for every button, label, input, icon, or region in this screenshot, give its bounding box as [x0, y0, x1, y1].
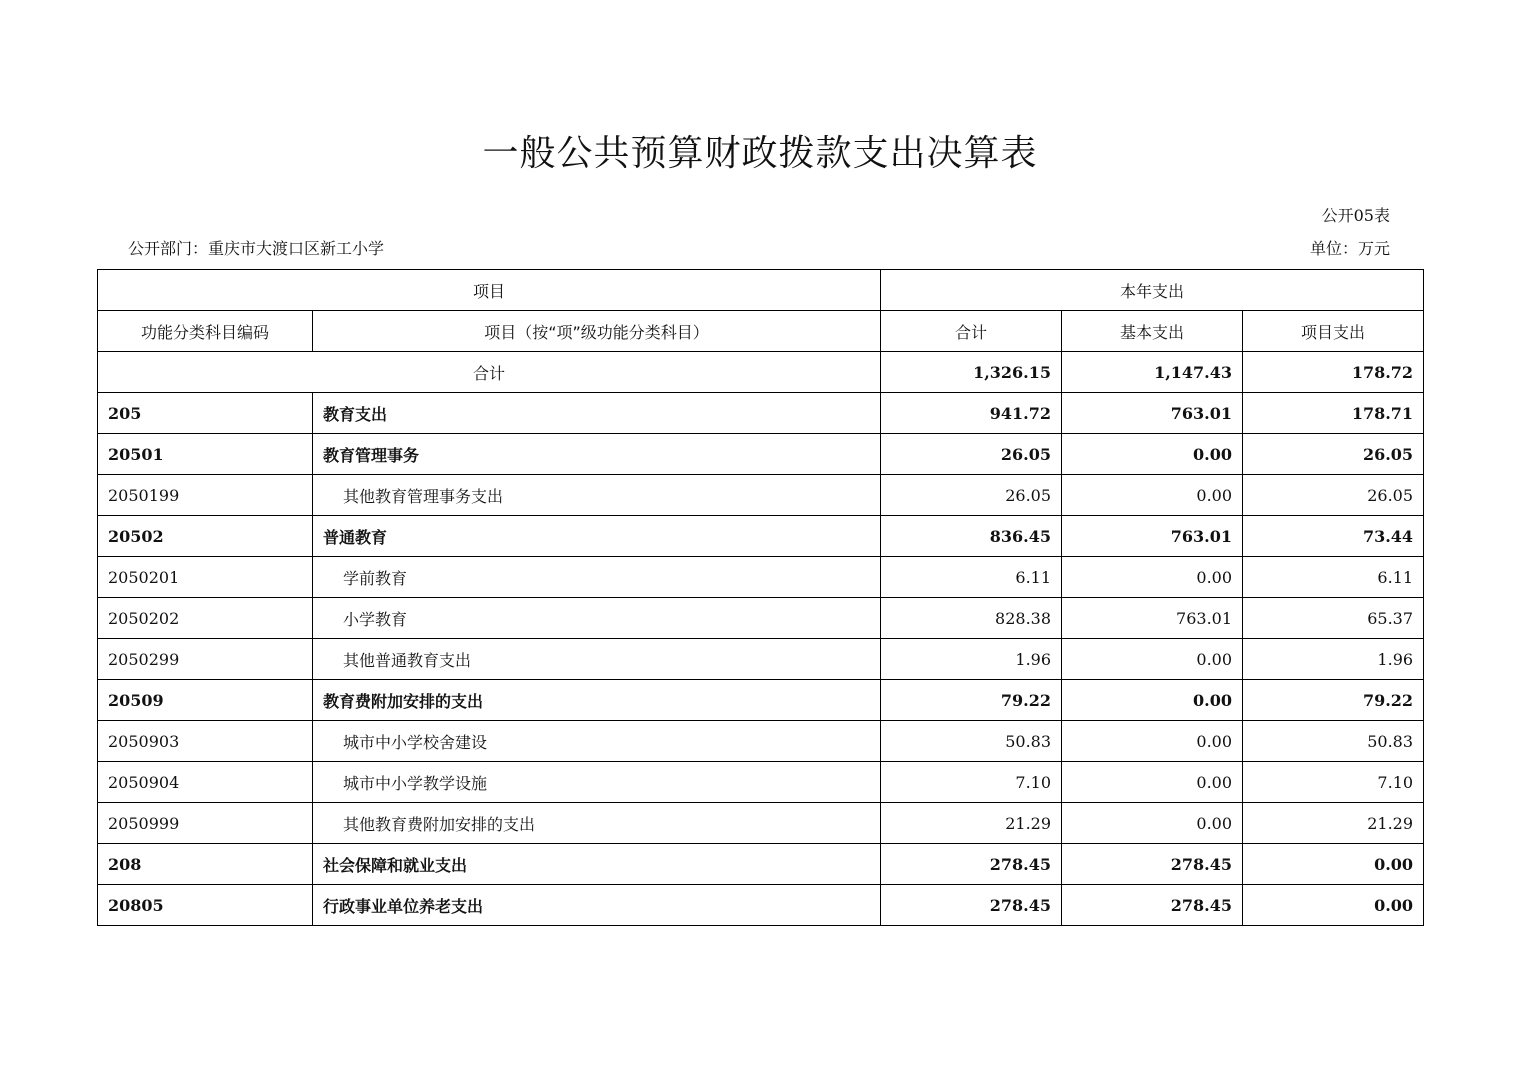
- row-project: 6.11: [1243, 557, 1424, 598]
- row-code: 205: [98, 393, 313, 434]
- row-name: 普通教育: [313, 516, 881, 557]
- table-row: [98, 680, 1424, 721]
- row-basic: 0.00: [1062, 721, 1243, 762]
- total-project: 178.72: [1243, 352, 1424, 393]
- table-row: [98, 885, 1424, 926]
- row-project: 0.00: [1243, 885, 1424, 926]
- table-row: [98, 434, 1424, 475]
- row-basic: 0.00: [1062, 434, 1243, 475]
- row-total: 836.45: [881, 516, 1062, 557]
- table-row: [98, 639, 1424, 680]
- budget-table: [97, 269, 1424, 926]
- row-basic: 0.00: [1062, 680, 1243, 721]
- header-expense-group: 本年支出: [881, 270, 1424, 311]
- row-project: 73.44: [1243, 516, 1424, 557]
- row-name: 学前教育: [313, 557, 881, 598]
- table-row: [98, 393, 1424, 434]
- row-basic: 0.00: [1062, 475, 1243, 516]
- table-row: [98, 762, 1424, 803]
- row-total: 828.38: [881, 598, 1062, 639]
- table-row: [98, 557, 1424, 598]
- row-total: 7.10: [881, 762, 1062, 803]
- row-basic: 763.01: [1062, 598, 1243, 639]
- total-label: 合计: [98, 352, 881, 393]
- row-project: 65.37: [1243, 598, 1424, 639]
- row-project: 7.10: [1243, 762, 1424, 803]
- row-name: 其他教育费附加安排的支出: [313, 803, 881, 844]
- header-total: 合计: [881, 311, 1062, 352]
- table-row: [98, 475, 1424, 516]
- unit-label: 单位：万元: [1309, 239, 1390, 258]
- row-total: 21.29: [881, 803, 1062, 844]
- row-total: 79.22: [881, 680, 1062, 721]
- row-code: 2050299: [98, 639, 313, 680]
- row-basic: 278.45: [1062, 885, 1243, 926]
- row-code: 20502: [98, 516, 313, 557]
- row-name: 小学教育: [313, 598, 881, 639]
- row-total: 278.45: [881, 885, 1062, 926]
- row-total: 941.72: [881, 393, 1062, 434]
- row-name: 城市中小学校舍建设: [313, 721, 881, 762]
- row-name: 其他普通教育支出: [313, 639, 881, 680]
- row-name: 教育管理事务: [313, 434, 881, 475]
- row-project: 26.05: [1243, 434, 1424, 475]
- table-row: [98, 844, 1424, 885]
- row-basic: 0.00: [1062, 803, 1243, 844]
- header-item-name: 项目（按“项”级功能分类科目）: [313, 311, 881, 352]
- total-row: [98, 352, 1424, 393]
- row-code: 2050201: [98, 557, 313, 598]
- row-name: 城市中小学教学设施: [313, 762, 881, 803]
- table-row: [98, 516, 1424, 557]
- row-total: 1.96: [881, 639, 1062, 680]
- header-row-columns: [98, 311, 1424, 352]
- department-label: 公开部门：重庆市大渡口区新工小学: [128, 239, 385, 258]
- row-project: 50.83: [1243, 721, 1424, 762]
- row-name: 其他教育管理事务支出: [313, 475, 881, 516]
- row-total: 6.11: [881, 557, 1062, 598]
- row-code: 20509: [98, 680, 313, 721]
- row-total: 26.05: [881, 434, 1062, 475]
- row-project: 26.05: [1243, 475, 1424, 516]
- header-project: 项目支出: [1243, 311, 1424, 352]
- table-row: [98, 721, 1424, 762]
- row-project: 178.71: [1243, 393, 1424, 434]
- row-code: 2050904: [98, 762, 313, 803]
- row-code: 208: [98, 844, 313, 885]
- total-basic: 1,147.43: [1062, 352, 1243, 393]
- row-name: 教育支出: [313, 393, 881, 434]
- row-basic: 0.00: [1062, 762, 1243, 803]
- row-basic: 278.45: [1062, 844, 1243, 885]
- row-name: 社会保障和就业支出: [313, 844, 881, 885]
- row-project: 21.29: [1243, 803, 1424, 844]
- header-item-group: 项目: [98, 270, 881, 311]
- row-code: 2050202: [98, 598, 313, 639]
- row-code: 2050903: [98, 721, 313, 762]
- row-total: 26.05: [881, 475, 1062, 516]
- row-basic: 763.01: [1062, 516, 1243, 557]
- header-code: 功能分类科目编码: [98, 311, 313, 352]
- total-sum: 1,326.15: [881, 352, 1062, 393]
- row-basic: 0.00: [1062, 639, 1243, 680]
- row-project: 79.22: [1243, 680, 1424, 721]
- row-basic: 763.01: [1062, 393, 1243, 434]
- row-code: 2050999: [98, 803, 313, 844]
- row-total: 278.45: [881, 844, 1062, 885]
- table-row: [98, 598, 1424, 639]
- row-project: 0.00: [1243, 844, 1424, 885]
- header-basic: 基本支出: [1062, 311, 1243, 352]
- row-name: 教育费附加安排的支出: [313, 680, 881, 721]
- row-code: 2050199: [98, 475, 313, 516]
- row-name: 行政事业单位养老支出: [313, 885, 881, 926]
- row-basic: 0.00: [1062, 557, 1243, 598]
- form-number: 公开05表: [1321, 206, 1390, 225]
- table-row: [98, 803, 1424, 844]
- row-code: 20805: [98, 885, 313, 926]
- page-title: 一般公共预算财政拨款支出决算表: [482, 133, 1038, 174]
- header-row-group: [98, 270, 1424, 311]
- row-total: 50.83: [881, 721, 1062, 762]
- row-project: 1.96: [1243, 639, 1424, 680]
- row-code: 20501: [98, 434, 313, 475]
